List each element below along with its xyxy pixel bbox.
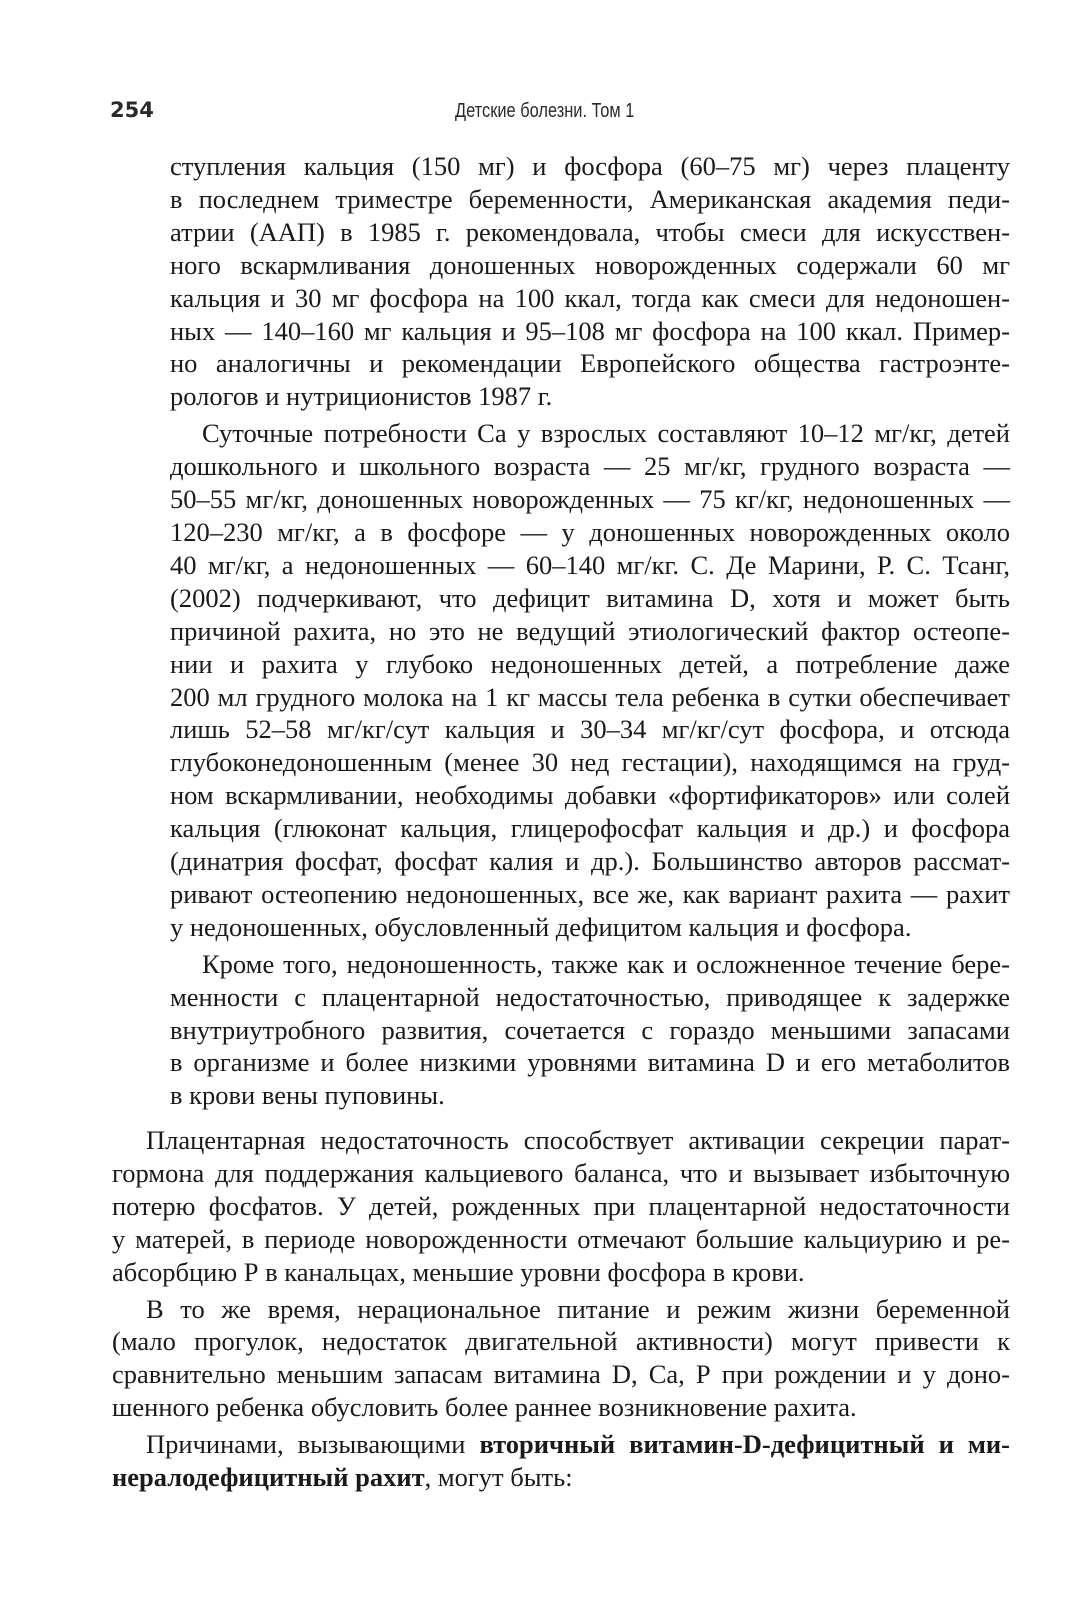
text-line: ных — 140–160 мг кальция и 95–108 мг фосфора на 100 ккал. Пример- (170, 315, 1010, 346)
text-line: в последнем триместре беременности, Американская академия педи- (170, 183, 1010, 214)
text-line: 120–230 мг/кг, а в фосфоре — у доношенных новорожденных около (170, 516, 1010, 547)
text-line: у недоношенных, обусловленный дефицитом кальция и фосфора. (170, 911, 912, 942)
running-title: Детские болезни. Том 1 (455, 100, 635, 122)
paragraph (170, 150, 1010, 413)
page-number: 254 (110, 98, 154, 122)
text-line: потерю фосфатов. У детей, рожденных при плацентарной недостаточности (112, 1190, 1010, 1221)
text-line: в организме и более низкими уровнями витамина D и его метаболитов (170, 1047, 1010, 1078)
text-line: ступления кальция (150 мг) и фосфора (60–75 мг) через плаценту (170, 151, 1010, 181)
text-line: сравнительно меньшим запасам витамина D, Са, Р при рождении и у доно- (112, 1359, 1010, 1390)
text-line: нии и рахита у глубоко недоношенных детей, а потребление даже (170, 648, 1010, 679)
text-line (112, 1461, 1010, 1494)
text-line: Суточные потребности Са у взрослых составляют 10–12 мг/кг, детей (202, 418, 1010, 449)
text-line: внутриутробного развития, сочетается с гораздо меньшими запасами (170, 1014, 1010, 1045)
text-line: менности с плацентарной недостаточностью, приводящее к задержке (170, 981, 1010, 1012)
text-line: атрии (ААП) в 1985 г. рекомендовала, чтобы смеси для искусствен- (170, 216, 1010, 247)
main-text-block (112, 1124, 1010, 1498)
text-line: 40 мг/кг, а недоношенных — 60–140 мг/кг. С. Де Марини, Р. С. Тсанг, (170, 549, 1010, 580)
text-line: кальция (глюконат кальция, глицерофосфат кальция и др.) и фосфора (170, 813, 1010, 844)
page-header (110, 98, 1010, 130)
text-line: дошкольного и школьного возраста — 25 мг/кг, грудного возраста — (170, 451, 1010, 482)
paragraph (170, 417, 1010, 944)
text-line: ном вскармливании, необходимы добавки «фортификаторов» или солей (170, 780, 1010, 811)
text-line: шенного ребенка обусловить более раннее возникновение рахита. (112, 1392, 857, 1423)
text-run: Причинами, вызывающими (146, 1429, 480, 1460)
text-line: 50–55 мг/кг, доношенных новорожденных — 75 кг/кг, недоношенных — (170, 484, 1010, 515)
text-line: гормона для поддержания кальциевого баланса, что и вызывает избыточную (112, 1157, 1010, 1188)
text-line: Плацентарная недостаточность способствует активации секреции парат- (146, 1125, 1010, 1155)
text-line: В то же время, нерациональное питание и режим жизни беременной (146, 1293, 1010, 1324)
text-line: (динатрия фосфат, фосфат калия и др.). Большинство авторов рассмат- (170, 846, 1010, 877)
text-line: но аналогичны и рекомендации Европейского общества гастроэнте- (170, 348, 1010, 379)
paragraph (112, 1124, 1010, 1289)
text-line: 200 мл грудного молока на 1 кг массы тела ребенка в сутки обеспечивает (170, 681, 1010, 712)
bold-term: вторичный витамин-D-дефицитный и ми- (479, 1429, 1010, 1460)
bold-term: нералодефицитный рахит (112, 1462, 425, 1493)
text-line: ного вскармливания доношенных новорожденных содержали 60 мг (170, 249, 1010, 280)
text-line: у матерей, в периоде новорожденности отмечают большие кальциурию и ре- (112, 1223, 1010, 1254)
text-line: (мало прогулок, недостаток двигательной активности) могут привести к (112, 1326, 1010, 1357)
text-line: ривают остеопению недоношенных, все же, как вариант рахита — рахит (170, 878, 1010, 909)
paragraph (170, 948, 1010, 1113)
text-line: в крови вены пуповины. (170, 1080, 445, 1111)
paragraph (112, 1293, 1010, 1425)
text-line (112, 1428, 1010, 1461)
text-line: Кроме того, недоношенность, также как и осложненное течение бере- (202, 948, 1010, 979)
text-line: рологов и нутриционистов 1987 г. (170, 381, 553, 412)
text-line: (2002) подчеркивают, что дефицит витамина D, хотя и может быть (170, 582, 1010, 613)
text-line: глубоконедоношенным (менее 30 нед гестации), находящимся на груд- (170, 747, 1010, 778)
text-line: причиной рахита, но это не ведущий этиологический фактор остеопе- (170, 615, 1010, 646)
text-line: кальция и 30 мг фосфора на 100 ккал, тогда как смеси для недоношен- (170, 282, 1010, 313)
text-line: лишь 52–58 мг/кг/сут кальция и 30–34 мг/кг/сут фосфора, и отсюда (170, 714, 1010, 745)
text-line: абсорбцию Р в канальцах, меньшие уровни фосфора в крови. (112, 1256, 805, 1287)
text-run: , могут быть: (424, 1462, 573, 1493)
inset-text-block (170, 150, 1010, 1116)
paragraph (112, 1428, 1010, 1494)
